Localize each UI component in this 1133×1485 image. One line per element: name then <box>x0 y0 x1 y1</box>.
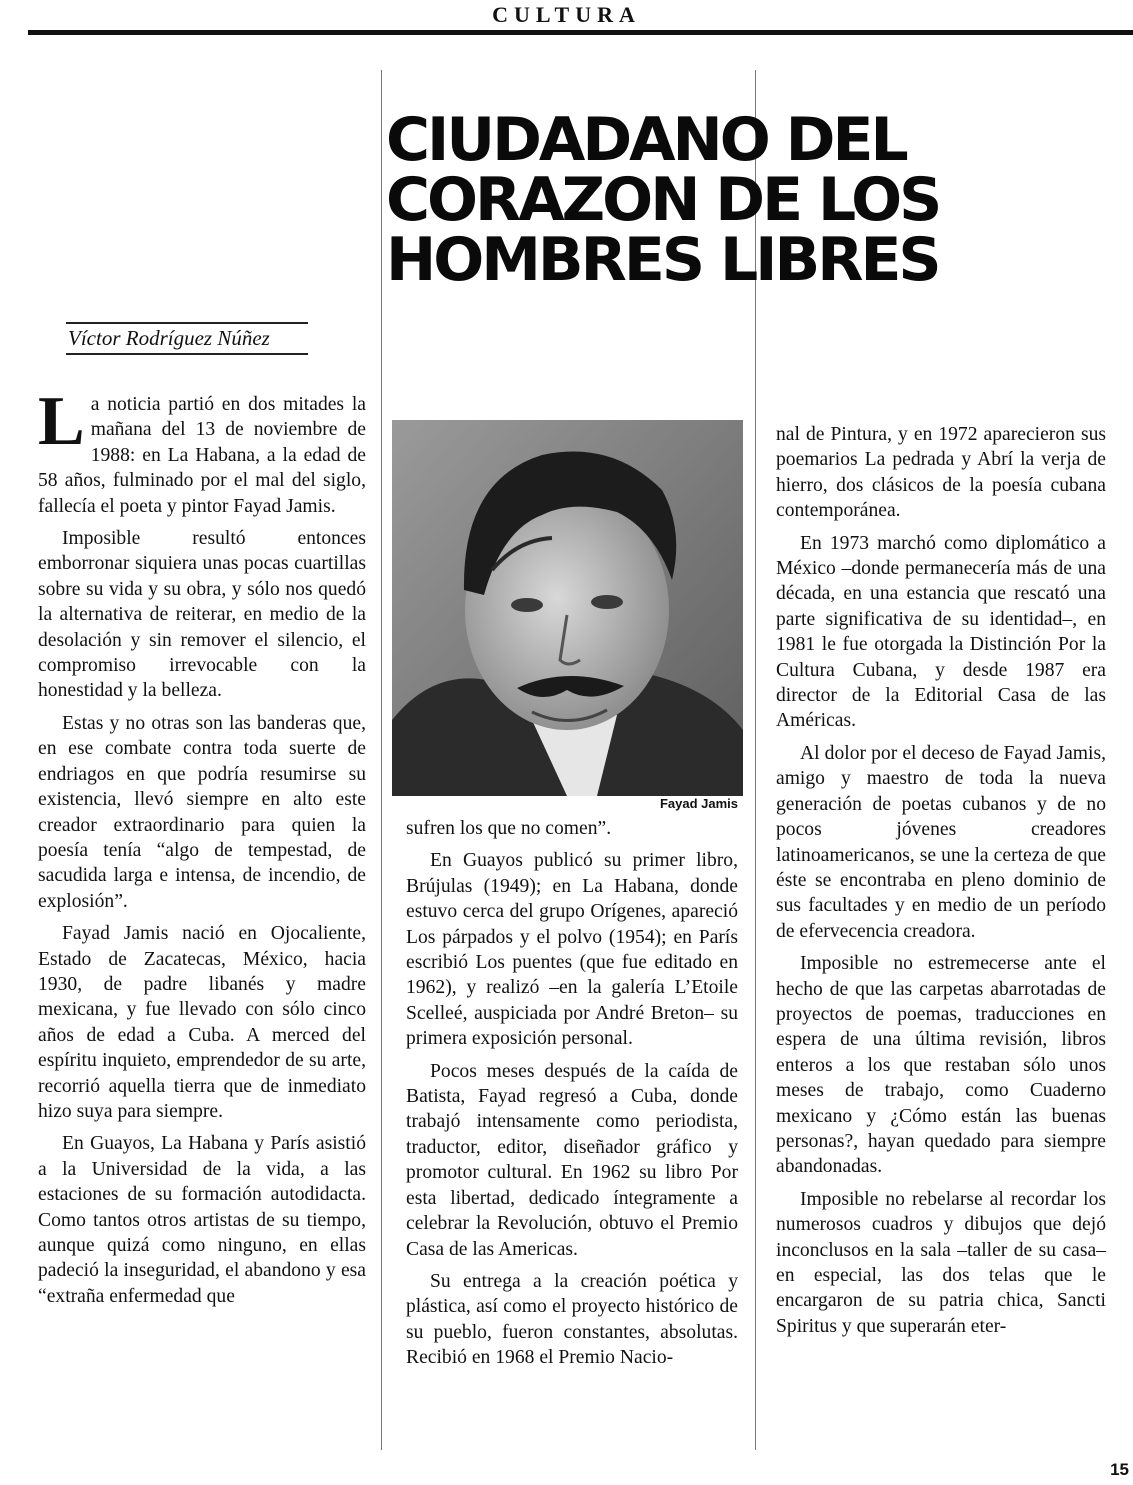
paragraph: Fayad Jamis nació en Ojocaliente, Estado de Zacatecas, México, hacia 1930, de padre libanés y madre mexicana, y fue llevado con sólo cinco años de edad a Cuba. A merced del espíritu inquieto, emprendedor de su arte, recorrió aquella tierra que de inmediato hizo suya para siempre. <box>38 923 366 1122</box>
column-divider-1 <box>381 70 382 1450</box>
author-byline: Víctor Rodríguez Núñez <box>66 322 308 355</box>
paragraph: Estas y no otras son las banderas que, en ese combate contra toda suerte de endriagos en que podría resumirse su existencia, llevó siempre en alto este creador extraordinario para quien la poesía tenía “algo de tempestad, de sacudida larga e intensa, de incendio, de explosión”. <box>38 712 366 912</box>
paragraph: Pocos meses después de la caída de Batista, Fayad regresó a Cuba, donde trabajó intensamente como periodista, traductor, editor, diseñador gráfico y promotor cultural. En 1962 su libro Por esta libertad, dedicado íntegramente a celebrar la Revolución, obtuvo el Premio Casa de las Americas. <box>406 1060 738 1260</box>
paragraph-continuation: nal de Pintura, y en 1972 aparecieron sus poemarios La pedrada y Abrí la verja de hierro, dos clásicos de la poesía cubana contemporánea. <box>776 424 1106 522</box>
article-column-2 <box>406 816 738 1378</box>
portrait-photo <box>392 420 743 796</box>
paragraph: Al dolor por el deceso de Fayad Jamis, amigo y maestro de toda la nueva generación de poetas cubanos y de no pocos jóvenes creadores latinoamericanos, se une la certeza de que éste se encontraba en pleno dominio de sus facultades y en medio de un período de efervecencia creadora. <box>776 742 1106 942</box>
lead-paragraph <box>38 383 366 519</box>
page-number: 15 <box>1110 1460 1129 1479</box>
article-title <box>386 105 1126 295</box>
article-column-3 <box>776 422 1106 1346</box>
header-rule <box>28 30 1133 35</box>
paragraph: En Guayos, La Habana y París asistió a la Universidad de la vida, a las estaciones de su formación autodidacta. Como tantos otros artistas de su tiempo, aunque quizá como ninguno, en ellas padeció la inseguridad, el abandono y esa “extraña enfermedad que <box>38 1133 366 1307</box>
section-header: CULTURA <box>492 2 641 27</box>
paragraph: Imposible no estremecerse ante el hecho de que las carpetas abarrotadas de proyectos de poemas, traducciones en espera de una última revisión, libros enteros a los que restaban sólo unos meses de trabajo, como Cuaderno mexicano y ¿Cómo están las buenas personas?, hayan quedado para siempre abandonadas. <box>776 953 1106 1178</box>
paragraph: Imposible no rebelarse al recordar los numerosos cuadros y dibujos que dejó inconclusos en la sala –taller de su casa– en especial, las dos telas que le encargaron de su patria chica, Sancti Spiritus y que superarán eter- <box>776 1188 1106 1337</box>
title-line: CIUDADANO DEL <box>386 105 906 175</box>
photo-caption: Fayad Jamis <box>659 796 738 811</box>
title-line: HOMBRES LIBRES <box>386 225 939 295</box>
portrait-photo-image <box>392 420 743 796</box>
article-column-1 <box>38 383 366 1316</box>
drop-cap: L <box>38 383 85 460</box>
title-line: CORAZON DE LOS <box>386 165 940 235</box>
lead-text: a noticia partió en dos mitades la mañana del 13 de noviembre de 1988: en La Habana, a la edad de 58 años, fulminado por el mal del siglo, fallecía el poeta y pintor Fayad Jamis. <box>38 394 366 517</box>
paragraph: En 1973 marchó como diplomático a México –donde permanecería más de una década, en una estancia que rescató una parte significativa de su identidad–, en 1981 le fue otorgada la Distinción Por la Cultura Cubana, y desde 1987 era director de la Editorial Casa de las Américas. <box>776 532 1106 732</box>
paragraph: En Guayos publicó su primer libro, Brújulas (1949); en La Habana, donde estuvo cerca del grupo Orígenes, apareció Los párpados y el polvo (1954); en París escribió Los puentes (que fue editado en 1962), y realizó –en la galería L’Etoile Scelleé, auspiciada por André Breton– su primera exposición personal. <box>406 850 738 1050</box>
paragraph: Imposible resultó entonces emborronar siquiera unas pocas cuartillas sobre su vida y su obra, y sólo nos quedó la alternativa de reiterar, en medio de la desolación y sin remover el silencio, el compromiso irrevocable con la honestidad y la belleza. <box>38 528 366 702</box>
paragraph-continuation: sufren los que no comen”. <box>406 818 612 839</box>
paragraph: Su entrega a la creación poética y plástica, así como el proyecto histórico de su pueblo, fueron constantes, absolutas. Recibió en 1968 el Premio Nacio- <box>406 1270 738 1369</box>
